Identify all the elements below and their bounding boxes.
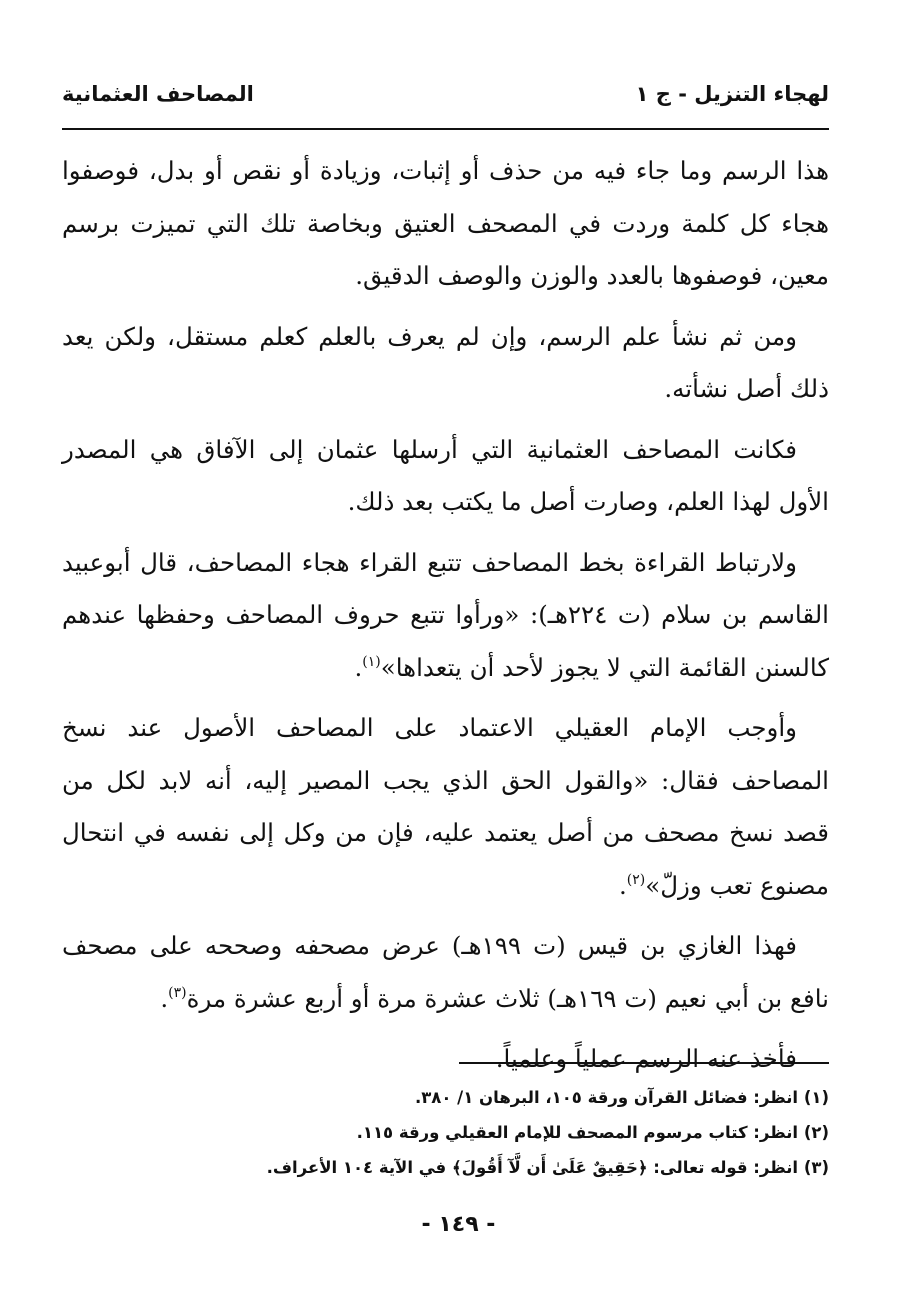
paragraph-6 bbox=[62, 920, 829, 1025]
paragraph-4-end: . bbox=[354, 652, 363, 682]
paragraph-3: فكانت المصاحف العثمانية التي أرسلها عثمان إلى الآفاق هي المصدر الأول لهذا العلم، وصارت أصل ما يكتب بعد ذلك. bbox=[62, 434, 829, 516]
header-book-title: لهجاء التنزيل - ج ١ bbox=[635, 82, 829, 106]
paragraph-6-end: . bbox=[160, 983, 169, 1013]
footnote-1: (١) انظر: فضائل القرآن ورقة ١٠٥، البرهان ١/ ٣٨٠. bbox=[414, 1088, 829, 1107]
footnote-ref-1: (١) bbox=[362, 653, 381, 670]
header-divider bbox=[62, 128, 829, 130]
paragraph-4 bbox=[62, 537, 829, 695]
footnote-2: (٢) انظر: كتاب مرسوم المصحف للإمام العقيلي ورقة ١١٥. bbox=[356, 1123, 829, 1142]
paragraph-7: فأخذ عنه الرسم عملياً وعلمياً. bbox=[495, 1044, 797, 1073]
footnote-ref-2: (٢) bbox=[626, 871, 646, 888]
paragraph-4-text: ولارتباط القراءة بخط المصاحف تتبع القراء هجاء المصاحف، قال أبوعبيد القاسم بن سلام (ت ٢٢٤هـ): «ورأوا تتبع حروف المصاحف وحفظها عندهم كالسنن القائمة التي لا يجوز لأحد أن يتعداها» bbox=[62, 547, 829, 682]
paragraph-5 bbox=[62, 702, 829, 912]
footnote-divider bbox=[459, 1062, 829, 1064]
footnote-3: (٣) انظر: قوله تعالى: ﴿حَقِيقٌ عَلَىٰ أَن لَّآ أَقُولَ﴾ في الآية ١٠٤ الأعراف. bbox=[266, 1158, 829, 1177]
paragraph-5-text: وأوجب الإمام العقيلي الاعتماد على المصاحف الأصول عند نسخ المصاحف فقال: «والقول الحق الذي يجب المصير إليه، أنه لابد لكل من قصد نسخ مصحف من أصل يعتمد عليه، فإن من وكل إلى نفسه في انتحال مصنوع تعب وزلّ» bbox=[62, 713, 829, 900]
footnote-ref-3: (٣) bbox=[168, 984, 187, 1001]
paragraph-6-text: فهذا الغازي بن قيس (ت ١٩٩هـ) عرض مصحفه وصححه على مصحف نافع بن أبي نعيم (ت ١٦٩هـ) ثلاث عشرة مرة أو أربع عشرة مرة bbox=[62, 931, 829, 1013]
page-number: - ١٤٩ - bbox=[421, 1212, 496, 1237]
header-chapter-title: المصاحف العثمانية bbox=[62, 82, 254, 106]
paragraph-2: ومن ثم نشأ علم الرسم، وإن لم يعرف بالعلم كعلم مستقل، ولكن يعد ذلك أصل نشأته. bbox=[62, 321, 829, 403]
running-header bbox=[62, 82, 829, 106]
paragraph-5-end: . bbox=[618, 870, 627, 900]
paragraph-1: هذا الرسم وما جاء فيه من حذف أو إثبات، وزيادة أو نقص أو بدل، فوصفوا هجاء كل كلمة وردت في المصحف العتيق وبخاصة تلك التي تميزت برسم معين، فوصفوها بالعدد والوزن والوصف الدقيق. bbox=[62, 156, 829, 290]
main-text bbox=[62, 145, 829, 1094]
footnotes bbox=[62, 1080, 829, 1185]
